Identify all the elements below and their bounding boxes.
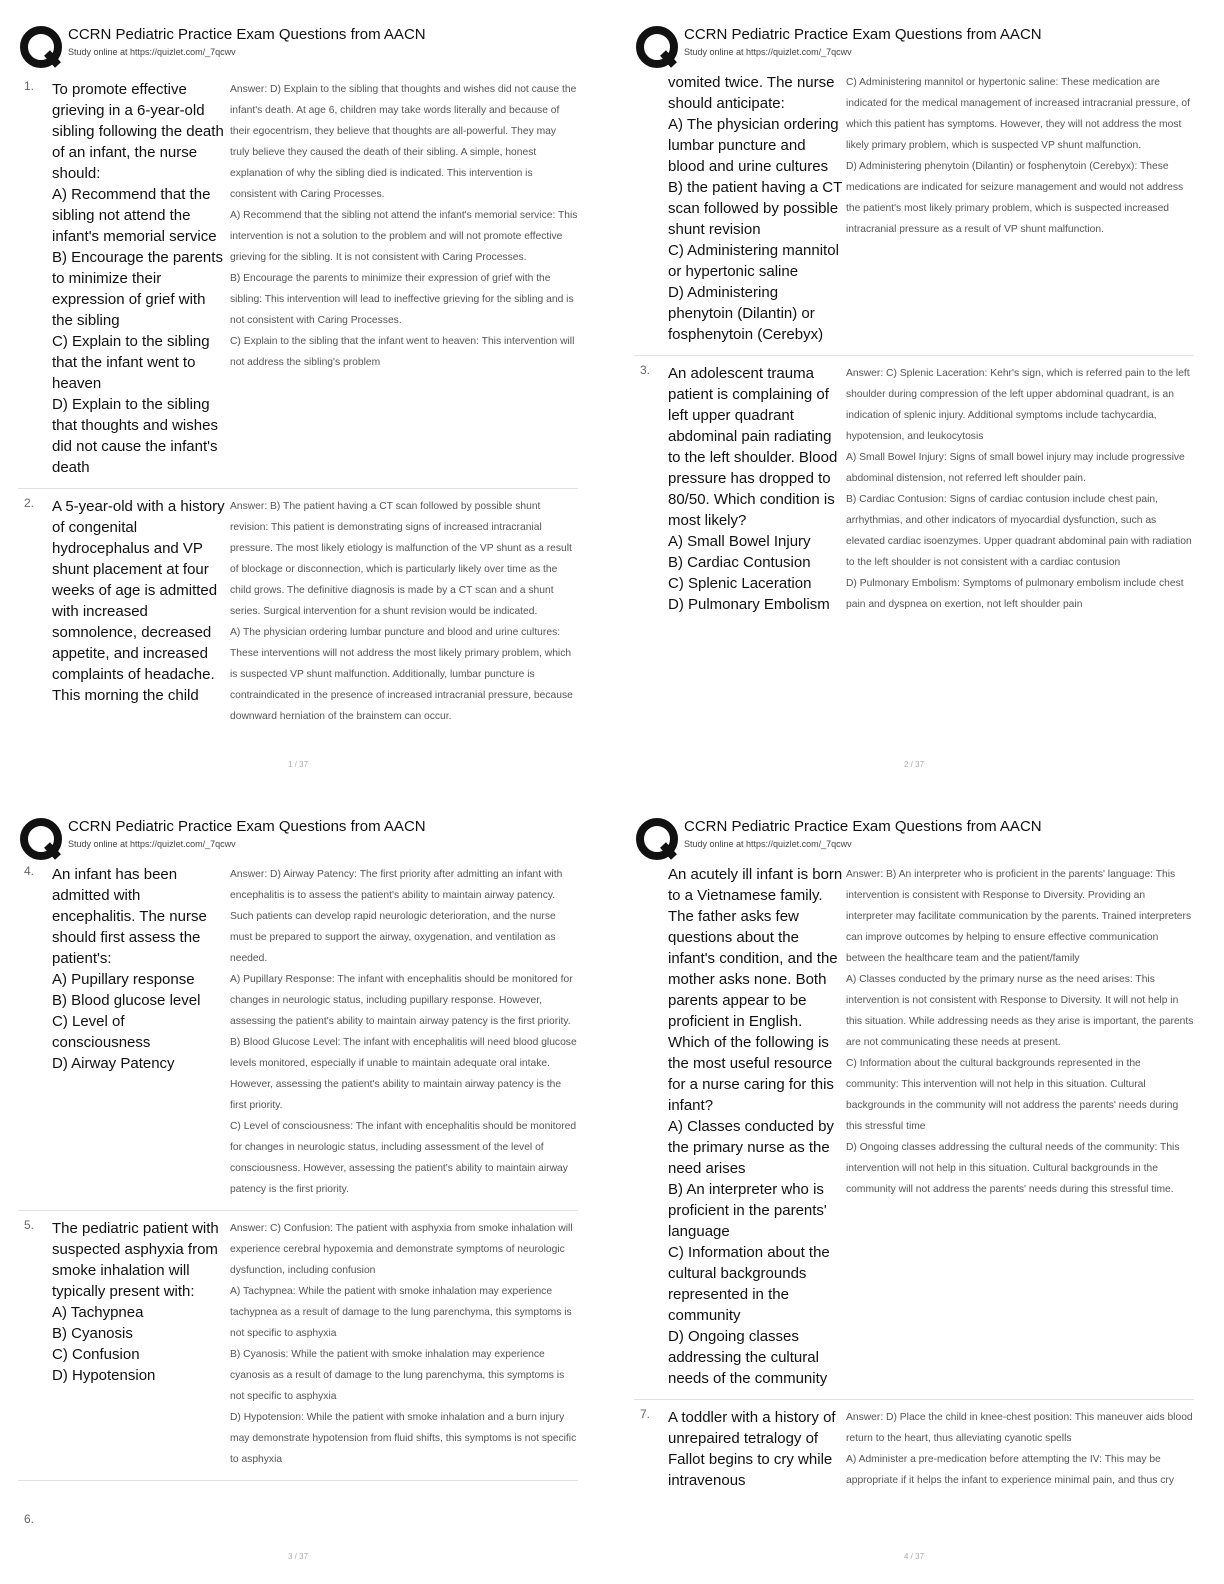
qa-item-5 (18, 1211, 578, 1481)
qa-item-2 (18, 489, 578, 737)
question-text: An acutely ill infant is born to a Vietnamese family. The father asks few questions about the infant's condition, and the mother asks none. Both parents appear to be proficient in English. Which of the following is the most useful resource for a nurse caring for this infant? A) Classes conducted by the primary nurse as the need arises B) An interpreter who is proficient in the parents' language C) Information about the cultural backgrounds represented in the community D) Ongoing classes addressing the cultural needs of the community (668, 866, 843, 1387)
answer-text: Answer: D) Place the child in knee-chest position: This maneuver aids blood return to the heart, thus alleviating cyanotic spells A) Administer a pre-medication before attempting the IV: This may be appropriate if it helps the infant to experience minimal pain, and thus cry (846, 1412, 1193, 1486)
question-number-empty (634, 72, 668, 345)
page-number: 2 / 37 (904, 760, 925, 769)
document-title: CCRN Pediatric Practice Exam Questions from AACN (684, 818, 1042, 835)
answer-text: Answer: D) Airway Patency: The first priority after admitting an infant with encephalitis is to assess the patient's ability to maintain airway patency. Such patients can develop rapid neurologic deterioration, and the nurse must be prepared to support the airway, oxygenation, and ventilation as needed. A) Pupillary Response: The infant with encephalitis should be monitored for changes in neurologic status, including pupillary response. However, assessing the patient's ability to maintain airway patency is the first priority. B) Blood Glucose Level: The infant with encephalitis will need blood glucose levels monitored, especially if unable to maintain adequate oral intake. However, assessing the patient's ability to maintain airway patency is the first priority. C) Level of consciousness: The infant with encephalitis should be monitored for changes in neurologic status, including assessment of the level of consciousness. However, assessing the patient's ability to maintain airway patency is the first priority. (230, 869, 577, 1195)
page-1 (18, 22, 578, 782)
page-3 (18, 814, 578, 1574)
question-number-empty (634, 864, 668, 1389)
page-header (18, 814, 578, 864)
page-4 (634, 814, 1194, 1574)
document-title: CCRN Pediatric Practice Exam Questions from AACN (684, 26, 1042, 43)
qa-item-4 (18, 864, 578, 1211)
qa-item-3 (634, 356, 1194, 625)
answer-text: Answer: B) An interpreter who is proficient in the parents' language: This intervention is consistent with Response to Diversity. Providing an interpreter may facilitate communication by the parents. Trained interpreters can improve outcomes by helping to ensure effective communication between the healthcare team and the patient/family A) Classes conducted by the primary nurse as the need arises: This intervention is not consistent with Response to Diversity. It will not help in this situation. While addressing needs as they arise is important, the parents are not communicating these needs at present. C) Information about the cultural backgrounds represented in the community: This intervention will not help in this situation. Cultural backgrounds in the community will not address the parents' needs during this stressful time D) Ongoing classes addressing the cultural needs of the community: This intervention will not help in this situation. Cultural backgrounds in the community will not address the parents' needs during this stressful time. (846, 869, 1194, 1195)
study-link[interactable]: Study online at https://quizlet.com/_7qcwv (684, 47, 852, 57)
quizlet-logo-icon (20, 26, 62, 68)
question-text: A 5-year-old with a history of congenital hydrocephalus and VP shunt placement at four weeks of age is admitted with increased somnolence, decreased appetite, and increased complaints of headache. This morning the child (52, 498, 225, 704)
page-number: 4 / 37 (904, 1552, 925, 1561)
quizlet-logo-icon (636, 26, 678, 68)
page-header (634, 814, 1194, 864)
page-2 (634, 22, 1194, 782)
page-header (18, 22, 578, 72)
study-link[interactable]: Study online at https://quizlet.com/_7qcwv (684, 839, 852, 849)
qa-item-6 (634, 864, 1194, 1400)
question-text: An adolescent trauma patient is complaining of left upper quadrant abdominal pain radiating to the left shoulder. Blood pressure has dropped to 80/50. Which condition is most likely? A) Small Bowel Injury B) Cardiac Contusion C) Splenic Laceration D) Pulmonary Embolism (668, 365, 838, 613)
question-text: To promote effective grieving in a 6-year-old sibling following the death of an infant, the nurse should: A) Recommend that the sibling not attend the infant's memorial service B) Encourage the parents to minimize their expression of grief with the sibling C) Explain to the sibling that the infant went to heaven D) Explain to the sibling that thoughts and wishes did not cause the infant's death (52, 81, 224, 476)
question-text: vomited twice. The nurse should anticipate: A) The physician ordering lumbar puncture and blood and urine cultures B) the patient having a CT scan followed by possible shunt revision C) Administering mannitol or hypertonic saline D) Administering phenytoin (Dilantin) or fosphenytoin (Cerebyx) (668, 74, 842, 343)
study-link[interactable]: Study online at https://quizlet.com/_7qcwv (68, 47, 236, 57)
question-text: The pediatric patient with suspected asphyxia from smoke inhalation will typically present with: A) Tachypnea B) Cyanosis C) Confusion D) Hypotension (52, 1220, 219, 1384)
quizlet-logo-icon (636, 818, 678, 860)
question-number: 2. (24, 496, 35, 510)
question-number: 6. (24, 1512, 35, 1526)
answer-text: Answer: B) The patient having a CT scan followed by possible shunt revision: This patient is demonstrating signs of increased intracranial pressure. The most likely etiology is malfunction of the VP shunt as a result of blockage or disconnection, which is particularly likely over time as the child grows. The definitive diagnosis is made by a CT scan and a shunt series. Surgical intervention for a shunt revision would be indicated. A) The physician ordering lumbar puncture and blood and urine cultures: These interventions will not address the most likely primary problem, which is suspected VP shunt malfunction. Additionally, lumbar puncture is contraindicated in the presence of increased intracranial pressure, because downward herniation of the brainstem can occur. (230, 501, 573, 722)
page-header (634, 22, 1194, 72)
question-number: 1. (24, 79, 35, 93)
question-number: 7. (640, 1407, 651, 1421)
study-link[interactable]: Study online at https://quizlet.com/_7qcwv (68, 839, 236, 849)
qa-item-2-continued (634, 72, 1194, 356)
page-number: 1 / 37 (288, 760, 309, 769)
quizlet-logo-icon (20, 818, 62, 860)
page-number: 3 / 37 (288, 1552, 309, 1561)
document-title: CCRN Pediatric Practice Exam Questions from AACN (68, 26, 426, 43)
question-number: 4. (24, 864, 35, 878)
document-title: CCRN Pediatric Practice Exam Questions from AACN (68, 818, 426, 835)
question-text: An infant has been admitted with encephalitis. The nurse should first assess the patient's: A) Pupillary response B) Blood glucose level C) Level of consciousness D) Airway Patency (52, 866, 207, 1072)
question-number: 3. (640, 363, 651, 377)
answer-text: C) Administering mannitol or hypertonic saline: These medication are indicated for the medical management of increased intracranial pressure, of which this patient has symptoms. However, they will not address the most likely primary problem, which is suspected VP shunt malfunction. D) Administering phenytoin (Dilantin) or fosphenytoin (Cerebyx): These medications are indicated for seizure management and would not address the patient's most likely primary problem, which is suspected increased intracranial pressure as a result of VP shunt malfunction. (846, 77, 1190, 235)
qa-item-1 (18, 72, 578, 489)
answer-text: Answer: C) Splenic Laceration: Kehr's sign, which is referred pain to the left shoulder during compression of the left upper abdominal quadrant, is an indication of splenic injury. Additional symptoms include tachycardia, hypotension, and leukocytosis A) Small Bowel Injury: Signs of small bowel injury may include progressive abdominal distension, not referred left shoulder pain. B) Cardiac Contusion: Signs of cardiac contusion include chest pain, arrhythmias, and other indicators of myocardial dysfunction, such as elevated cardiac isoenzymes. Upper quadrant abdominal pain with radiation to the left shoulder is not consistent with a cardiac contusion D) Pulmonary Embolism: Symptoms of pulmonary embolism include chest pain and dyspnea on exertion, not left shoulder pain (846, 368, 1192, 610)
qa-item-7 (634, 1400, 1194, 1501)
answer-text: Answer: D) Explain to the sibling that thoughts and wishes did not cause the infant's death. At age 6, children may take words literally and because of their egocentrism, they believe that thoughts are all-powerful. They may truly believe they caused the death of their sibling. A simple, honest explanation of why the sibling died is indicated. This intervention is consistent with Caring Processes. A) Recommend that the sibling not attend the infant's memorial service: This intervention is not a solution to the problem and will not promote effective grieving for the sibling. It is not consistent with Caring Processes. B) Encourage the parents to minimize their expression of grief with the sibling: This intervention will lead to ineffective grieving for the sibling and is not consistent with Caring Processes. C) Explain to the sibling that the infant went to heaven: This intervention will not address the sibling's problem (230, 84, 578, 368)
question-number: 5. (24, 1218, 35, 1232)
answer-text: Answer: C) Confusion: The patient with asphyxia from smoke inhalation will experience cerebral hypoxemia and demonstrate symptoms of neurologic dysfunction, including confusion A) Tachypnea: While the patient with smoke inhalation may experience tachypnea as a result of damage to the lung parenchyma, this symptoms is not specific to asphyxia B) Cyanosis: While the patient with smoke inhalation may experience cyanosis as a result of damage to the lung parenchyma, this symptoms is not specific to asphyxia D) Hypotension: While the patient with smoke inhalation and a burn injury may demonstrate hypotension from fluid shifts, this symptoms is not specific to asphyxia (230, 1223, 577, 1465)
question-text: A toddler with a history of unrepaired tetralogy of Fallot begins to cry while intravenous (668, 1409, 836, 1489)
